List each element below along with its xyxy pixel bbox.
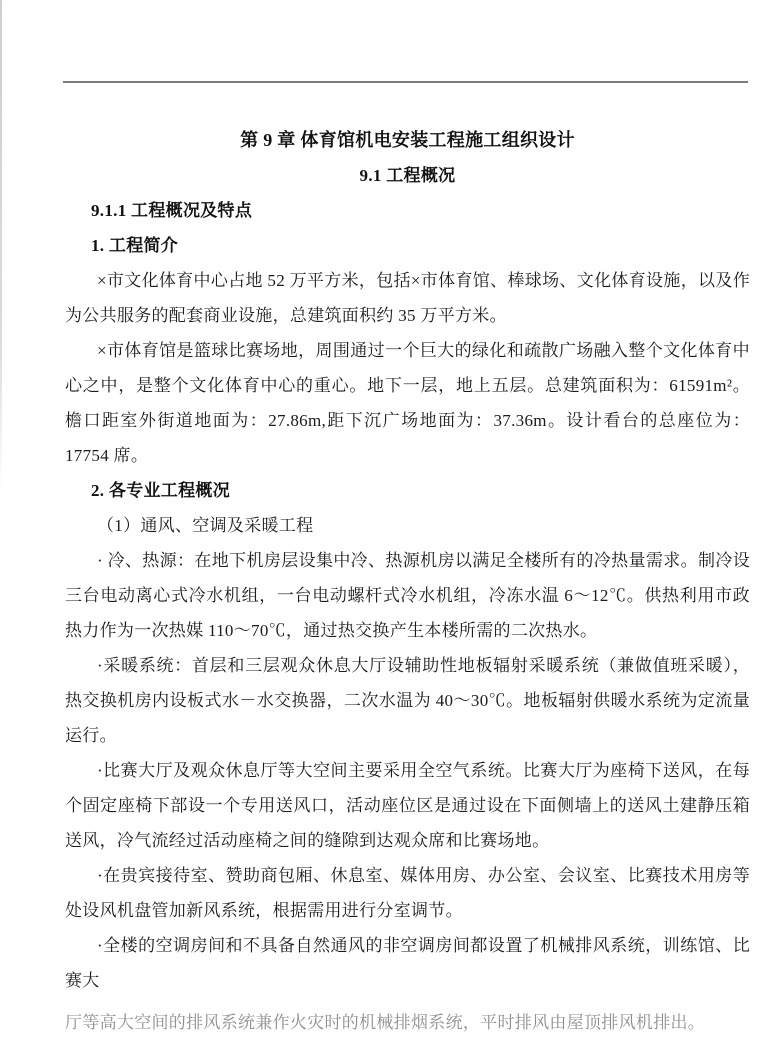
page-left-edge-border — [0, 0, 2, 492]
clipped-line: 厅等高大空间的排风系统兼作火灾时的机械排烟系统，平时排风由屋顶排风机排出。 — [65, 1013, 706, 1032]
document-body — [65, 123, 750, 1040]
hvac-bullet-cold-heat-source: · 冷、热源：在地下机房层设集中冷、热源机房以满足全楼所有的冷热量需求。制冷设三台电动离心式冷水机组，一台电动螺杆式冷水机组，冷冻水温 6～12℃。供热利用市政热力作为一次热媒 110～70℃，通过热交换产生本楼所需的二次热水。 — [65, 551, 750, 640]
intro-heading: 1. 工程简介 — [91, 236, 179, 255]
header-separator-rule — [63, 81, 748, 83]
chapter-title: 第 9 章 体育馆机电安装工程施工组织设计 — [240, 130, 575, 150]
hvac-bullet-heating-system: ·采暖系统：首层和三层观众休息大厅设辅助性地板辐射采暖系统（兼做值班采暖），热交换机房内设板式水－水交换器，二次水温为 40～30℃。地板辐射供暖水系统为定流量运行。 — [65, 656, 750, 745]
hvac-heading: （1）通风、空调及采暖工程 — [97, 516, 314, 535]
hvac-bullet-all-air-system: ·比赛大厅及观众休息厅等大空间主要采用全空气系统。比赛大厅为座椅下送风，在每个固定座椅下部设一个专用送风口，活动座位区是通过设在下面侧墙上的送风土建静压箱送风，冷气流经过活动座椅之间的缝隙到达观众席和比赛场地。 — [65, 761, 750, 850]
subsection-title: 9.1.1 工程概况及特点 — [91, 201, 253, 220]
hvac-bullet-exhaust-system: ·全楼的空调房间和不具备自然通风的非空调房间都设置了机械排风系统，训练馆、比赛大 — [65, 936, 750, 990]
intro-paragraph-1: ×市文化体育中心占地 52 万平方米，包括×市体育馆、棒球场、文化体育设施，以及作为公共服务的配套商业设施，总建筑面积约 35 万平方米。 — [65, 271, 750, 325]
section-title: 9.1 工程概况 — [359, 166, 456, 185]
intro-paragraph-2: ×市体育馆是篮球比赛场地，周围通过一个巨大的绿化和疏散广场融入整个文化体育中心之中，是整个文化体育中心的重心。地下一层，地上五层。总建筑面积为：61591m²。檐口距室外街道地面为：27.86m,距下沉广场地面为：37.36m。设计看台的总座位为：17754 席。 — [65, 341, 750, 465]
hvac-bullet-fan-coil: ·在贵宾接待室、赞助商包厢、休息室、媒体用房、办公室、会议室、比赛技术用房等处设风机盘管加新风系统，根据需用进行分室调节。 — [65, 866, 750, 920]
specialty-heading: 2. 各专业工程概况 — [91, 481, 230, 500]
